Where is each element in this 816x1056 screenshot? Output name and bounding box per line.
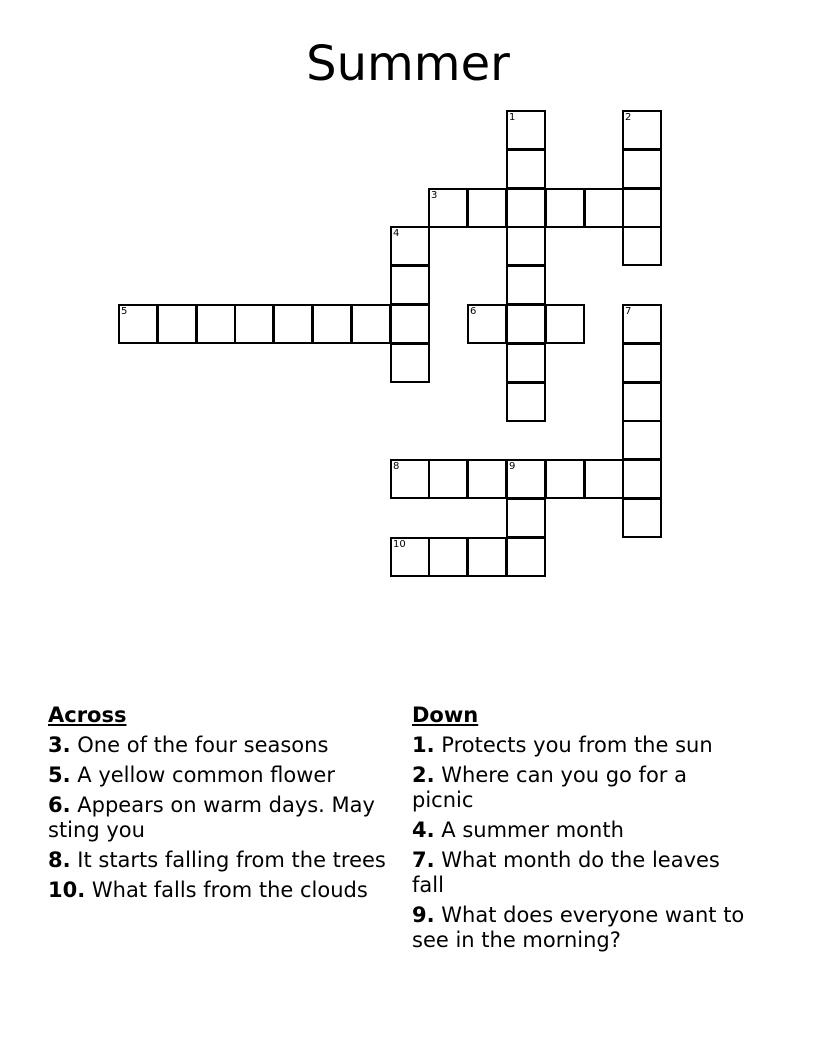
grid-cell[interactable] [622, 382, 662, 422]
clue-number: 10. [48, 878, 86, 902]
grid-cell[interactable] [506, 226, 546, 266]
down-clue [412, 733, 752, 758]
down-clues [412, 703, 752, 958]
cell-number: 6 [470, 306, 477, 317]
grid-cell[interactable] [506, 537, 546, 577]
down-clue [412, 848, 752, 898]
across-clue [48, 878, 388, 903]
clue-text: A summer month [441, 818, 624, 842]
clue-text: A yellow common flower [77, 763, 335, 787]
cell-number: 8 [393, 461, 400, 472]
grid-cell[interactable] [196, 304, 236, 344]
grid-cell[interactable] [390, 459, 430, 499]
grid-cell[interactable] [273, 304, 313, 344]
grid-cell[interactable] [545, 188, 585, 228]
down-clue [412, 763, 752, 813]
cell-number: 3 [431, 190, 438, 201]
cell-number: 7 [625, 306, 632, 317]
clue-number: 1. [412, 733, 435, 757]
down-clue [412, 903, 752, 953]
grid-cell[interactable] [506, 265, 546, 305]
grid-cell[interactable] [428, 188, 468, 228]
grid-cell[interactable] [545, 304, 585, 344]
clue-text: Where can you go for a picnic [412, 763, 687, 812]
clue-number: 2. [412, 763, 435, 787]
grid-cell[interactable] [428, 459, 468, 499]
grid-cell[interactable] [467, 459, 507, 499]
clue-number: 8. [48, 848, 71, 872]
grid-cell[interactable] [506, 343, 546, 383]
cell-number: 4 [393, 228, 400, 239]
clue-text: What does everyone want to see in the morning? [412, 903, 745, 952]
grid-cell[interactable] [622, 110, 662, 150]
grid-cell[interactable] [622, 498, 662, 538]
cell-number: 2 [625, 112, 632, 123]
grid-cell[interactable] [390, 226, 430, 266]
grid-cell[interactable] [467, 304, 507, 344]
clue-number: 7. [412, 848, 435, 872]
grid-cell[interactable] [467, 188, 507, 228]
grid-cell[interactable] [622, 226, 662, 266]
grid-cell[interactable] [506, 498, 546, 538]
grid-cell[interactable] [351, 304, 391, 344]
clue-number: 6. [48, 793, 71, 817]
down-heading: Down [412, 703, 479, 727]
grid-cell[interactable] [506, 110, 546, 150]
across-heading: Across [48, 703, 127, 727]
grid-cell[interactable] [622, 459, 662, 499]
grid-cell[interactable] [622, 304, 662, 344]
clue-text: What falls from the clouds [91, 878, 368, 902]
grid-cell[interactable] [312, 304, 352, 344]
grid-cell[interactable] [622, 188, 662, 228]
across-clue [48, 733, 388, 758]
grid-cell[interactable] [584, 459, 624, 499]
cell-number: 10 [393, 539, 406, 550]
cell-number: 5 [121, 306, 128, 317]
grid-cell[interactable] [234, 304, 274, 344]
down-clue [412, 818, 752, 843]
cell-number: 1 [509, 112, 516, 123]
grid-cell[interactable] [390, 304, 430, 344]
across-clue [48, 848, 388, 873]
grid-cell[interactable] [467, 537, 507, 577]
grid-cell[interactable] [584, 188, 624, 228]
grid-cell[interactable] [390, 265, 430, 305]
grid-cell[interactable] [428, 537, 468, 577]
clue-text: What month do the leaves fall [412, 848, 720, 897]
grid-cell[interactable] [157, 304, 197, 344]
clue-number: 4. [412, 818, 435, 842]
grid-cell[interactable] [622, 420, 662, 460]
cell-number: 9 [509, 461, 516, 472]
clue-text: One of the four seasons [77, 733, 329, 757]
grid-cell[interactable] [118, 304, 158, 344]
grid-cell[interactable] [506, 188, 546, 228]
clue-number: 5. [48, 763, 71, 787]
grid-cell[interactable] [390, 343, 430, 383]
grid-cell[interactable] [622, 149, 662, 189]
puzzle-title: Summer [306, 36, 510, 92]
clue-text: Appears on warm days. May sting you [48, 793, 375, 842]
clue-text: It starts falling from the trees [77, 848, 386, 872]
grid-cell[interactable] [506, 149, 546, 189]
clue-number: 9. [412, 903, 435, 927]
across-clue [48, 763, 388, 788]
clue-text: Protects you from the sun [441, 733, 713, 757]
grid-cell[interactable] [390, 537, 430, 577]
across-clue [48, 793, 388, 843]
across-clues [48, 703, 388, 908]
grid-cell[interactable] [622, 343, 662, 383]
clue-number: 3. [48, 733, 71, 757]
grid-cell[interactable] [545, 459, 585, 499]
grid-cell[interactable] [506, 304, 546, 344]
grid-cell[interactable] [506, 382, 546, 422]
grid-cell[interactable] [506, 459, 546, 499]
